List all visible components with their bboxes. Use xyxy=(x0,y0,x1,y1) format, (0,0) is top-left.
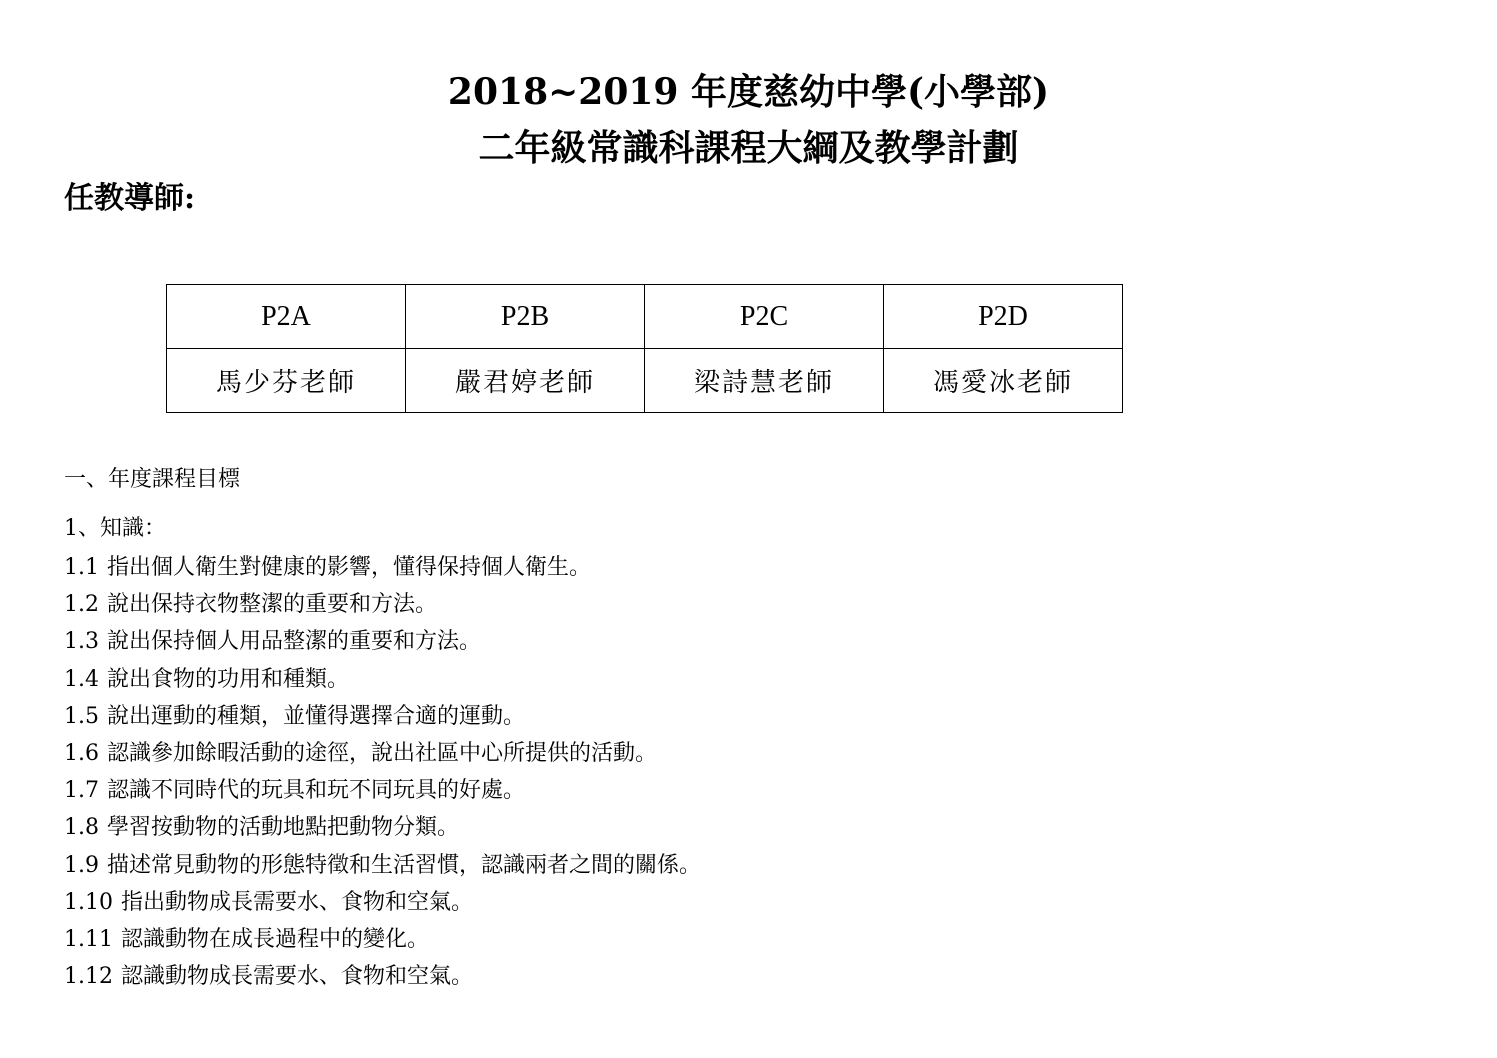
document-title-line-2: 二年級常識科課程大綱及教學計劃 xyxy=(478,127,1019,169)
list-item xyxy=(64,586,701,623)
item-number: 1.12 xyxy=(64,964,113,990)
item-text: 說出保持個人用品整潔的重要和方法。 xyxy=(107,629,482,655)
list-item xyxy=(64,623,701,660)
teacher-row xyxy=(167,349,1123,413)
teacher-cell-p2c: 梁詩慧老師 xyxy=(645,349,884,413)
list-item xyxy=(64,698,701,735)
class-cell-p2a: P2A xyxy=(167,285,406,349)
item-number: 1.5 xyxy=(64,703,99,729)
teacher-cell-p2b: 嚴君婷老師 xyxy=(406,349,645,413)
item-number: 1.8 xyxy=(64,815,99,841)
list-item xyxy=(64,809,701,846)
list-item xyxy=(64,772,701,809)
list-item xyxy=(64,958,701,995)
item-text: 說出運動的種類，並懂得選擇合適的運動。 xyxy=(107,703,526,729)
item-number: 1.10 xyxy=(64,889,113,915)
item-text: 認識動物成長需要水、食物和空氣。 xyxy=(120,964,473,990)
class-cell-p2b: P2B xyxy=(406,285,645,349)
list-item xyxy=(64,549,701,586)
list-item xyxy=(64,884,701,921)
list-item xyxy=(64,847,701,884)
subsection-heading: 1、知識： xyxy=(64,516,166,541)
item-number: 1.1 xyxy=(64,555,99,580)
item-text: 認識動物在成長過程中的變化。 xyxy=(120,926,429,952)
item-number: 1.3 xyxy=(64,629,99,655)
item-text: 說出食物的功用和種類。 xyxy=(107,666,350,692)
item-number: 1.6 xyxy=(64,740,99,766)
section-heading: 一、年度課程目標 xyxy=(64,467,241,492)
class-row xyxy=(167,285,1123,349)
teacher-cell-p2a: 馬少芬老師 xyxy=(167,349,406,413)
teachers-table xyxy=(166,284,1123,413)
item-text: 指出個人衛生對健康的影響，懂得保持個人衛生。 xyxy=(107,555,592,580)
item-number: 1.7 xyxy=(64,778,99,804)
item-number: 1.2 xyxy=(64,592,99,618)
item-number: 1.11 xyxy=(64,926,113,952)
list-item xyxy=(64,921,701,958)
item-text: 學習按動物的活動地點把動物分類。 xyxy=(107,815,460,841)
teacher-label: 任教導師: xyxy=(64,181,196,216)
item-number: 1.9 xyxy=(64,852,99,878)
teacher-cell-p2d: 馮愛冰老師 xyxy=(884,349,1123,413)
class-cell-p2d: P2D xyxy=(884,285,1123,349)
item-text: 認識不同時代的玩具和玩不同玩具的好處。 xyxy=(107,778,526,804)
item-text: 說出保持衣物整潔的重要和方法。 xyxy=(107,592,438,618)
class-cell-p2c: P2C xyxy=(645,285,884,349)
objectives-list xyxy=(64,549,701,995)
item-text: 指出動物成長需要水、食物和空氣。 xyxy=(120,889,473,915)
list-item xyxy=(64,735,701,772)
item-number: 1.4 xyxy=(64,666,99,692)
item-text: 認識參加餘暇活動的途徑，說出社區中心所提供的活動。 xyxy=(107,740,658,766)
item-text: 描述常見動物的形態特徵和生活習慣，認識兩者之間的關係。 xyxy=(107,852,702,878)
document-title-line-1: 2018~2019 年度慈幼中學(小學部) xyxy=(447,71,1050,113)
list-item xyxy=(64,661,701,698)
